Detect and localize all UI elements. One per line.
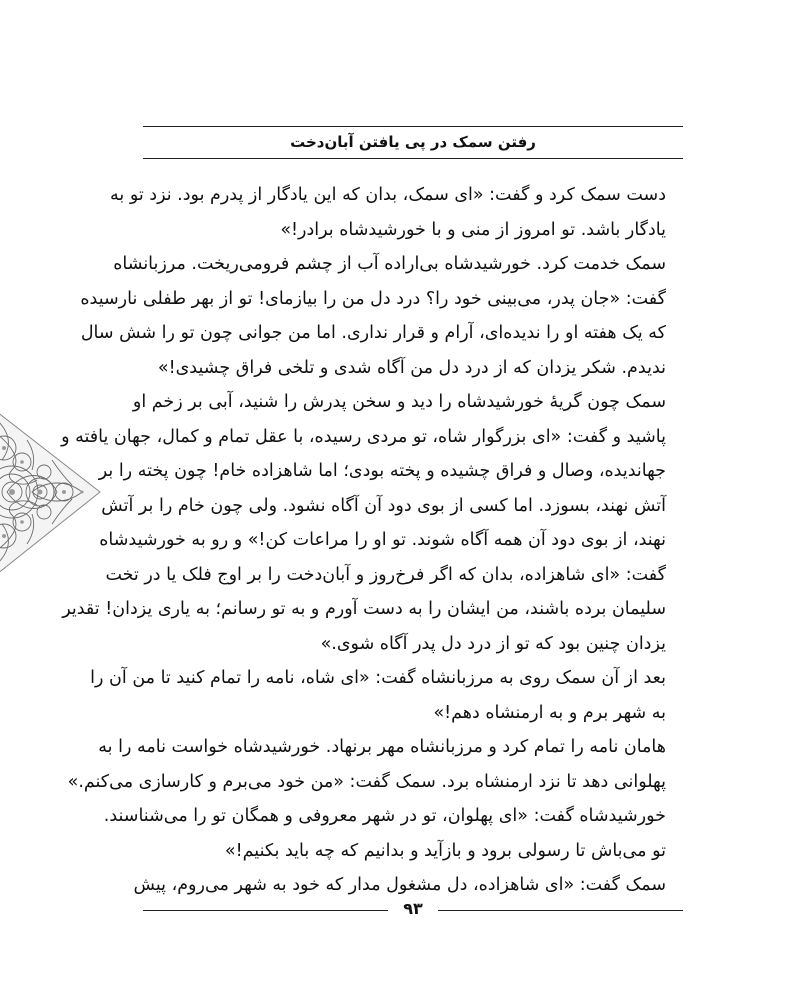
text-line: گفت: «جان پدر، می‌بینی خود را؟ درد دل من را بیازمای! تو از بهر طفلی نارسیده [80,288,666,309]
text-line: جهاندیده، وصال و فراق چشیده و پخته بودی؛ اما شاهزاده خام! چون پخته را بر [98,461,666,481]
text-line: سمک گفت: «ای شاهزاده، دل مشغول مدار که خود به شهر می‌روم، پیش [133,875,666,895]
text-line: یزدان چنین بود که تو از درد دل پدر آگاه شوی.» [320,633,666,654]
footer-rule-right [438,910,683,911]
body-text [61,178,666,903]
text-line: بعد از آن سمک روی به مرزبانشاه گفت: «ای شاه، نامه را تمام کنید تا من آن را [90,668,666,688]
text-line: دست سمک کرد و گفت: «ای سمک، بدان که این یادگار از پدرم بود. نزد تو به [110,185,666,205]
text-line: سمک خدمت کرد. خورشیدشاه بی‌اراده آب از چشم فرومی‌ریخت. مرزبانشاه [113,254,666,274]
text-line: ندیدم. شکر یزدان که از درد دل من آگاه شدی و تلخی فراق چشیدی!» [157,357,666,378]
footer-rule-left [143,910,388,911]
text-line: پهلوانی دهد تا نزد ارمنشاه برد. سمک گفت: «من خود می‌برم و کارسازی می‌کنم.» [67,771,666,792]
running-head: رفتن سمک در پی یافتن آبان‌دخت [290,133,536,151]
text-line: که یک هفته او را ندیده‌ای، آرام و قرار نداری. اما من جوانی چون تو را شش سال [80,323,666,343]
text-line: نهند، از بوی دود آن همه آگاه شوند. تو او را مراعات کن!» و رو به خورشیدشاه [99,530,666,550]
text-line: سمک چون گریهٔ خورشیدشاه را دید و سخن پدرش را شنید، آبی بر زخم او [132,392,666,412]
text-line: سلیمان برده باشند، من ایشان را به دست آورم و به تو رسانم؛ به یاری یزدان! تقدیر [62,599,666,619]
header-top-rule [143,126,683,127]
page-number: ۹۳ [403,899,423,918]
text-line: پاشید و گفت: «ای بزرگوار شاه، تو مردی رسیده، با عقل تمام و کمال، جهان یافته و [61,426,666,447]
text-line: یادگار باشد. تو امروز از منی و با خورشیدشاه برادر!» [280,219,666,240]
text-line: خورشیدشاه گفت: «ای پهلوان، تو در شهر معروفی و همگان تو را می‌شناسند. [103,806,666,826]
text-line: به شهر برم و به ارمنشاه دهم!» [433,702,666,723]
text-line: گفت: «ای شاهزاده، بدان که اگر فرخ‌روز و آبان‌دخت را بر اوج فلک یا در تخت [105,564,666,585]
text-line: هامان نامه را تمام کرد و مرزبانشاه مهر برنهاد. خورشیدشاه خواست نامه را به [98,737,666,757]
header-bottom-rule [143,158,683,159]
text-line: تو می‌باش تا رسولی برود و بازآید و بدانیم که چه باید بکنیم!» [224,840,666,861]
text-line: آتش نهند، بسوزد. اما کسی از بوی دود آن آگاه نشود. ولی چون خام را بر آتش [101,495,666,516]
